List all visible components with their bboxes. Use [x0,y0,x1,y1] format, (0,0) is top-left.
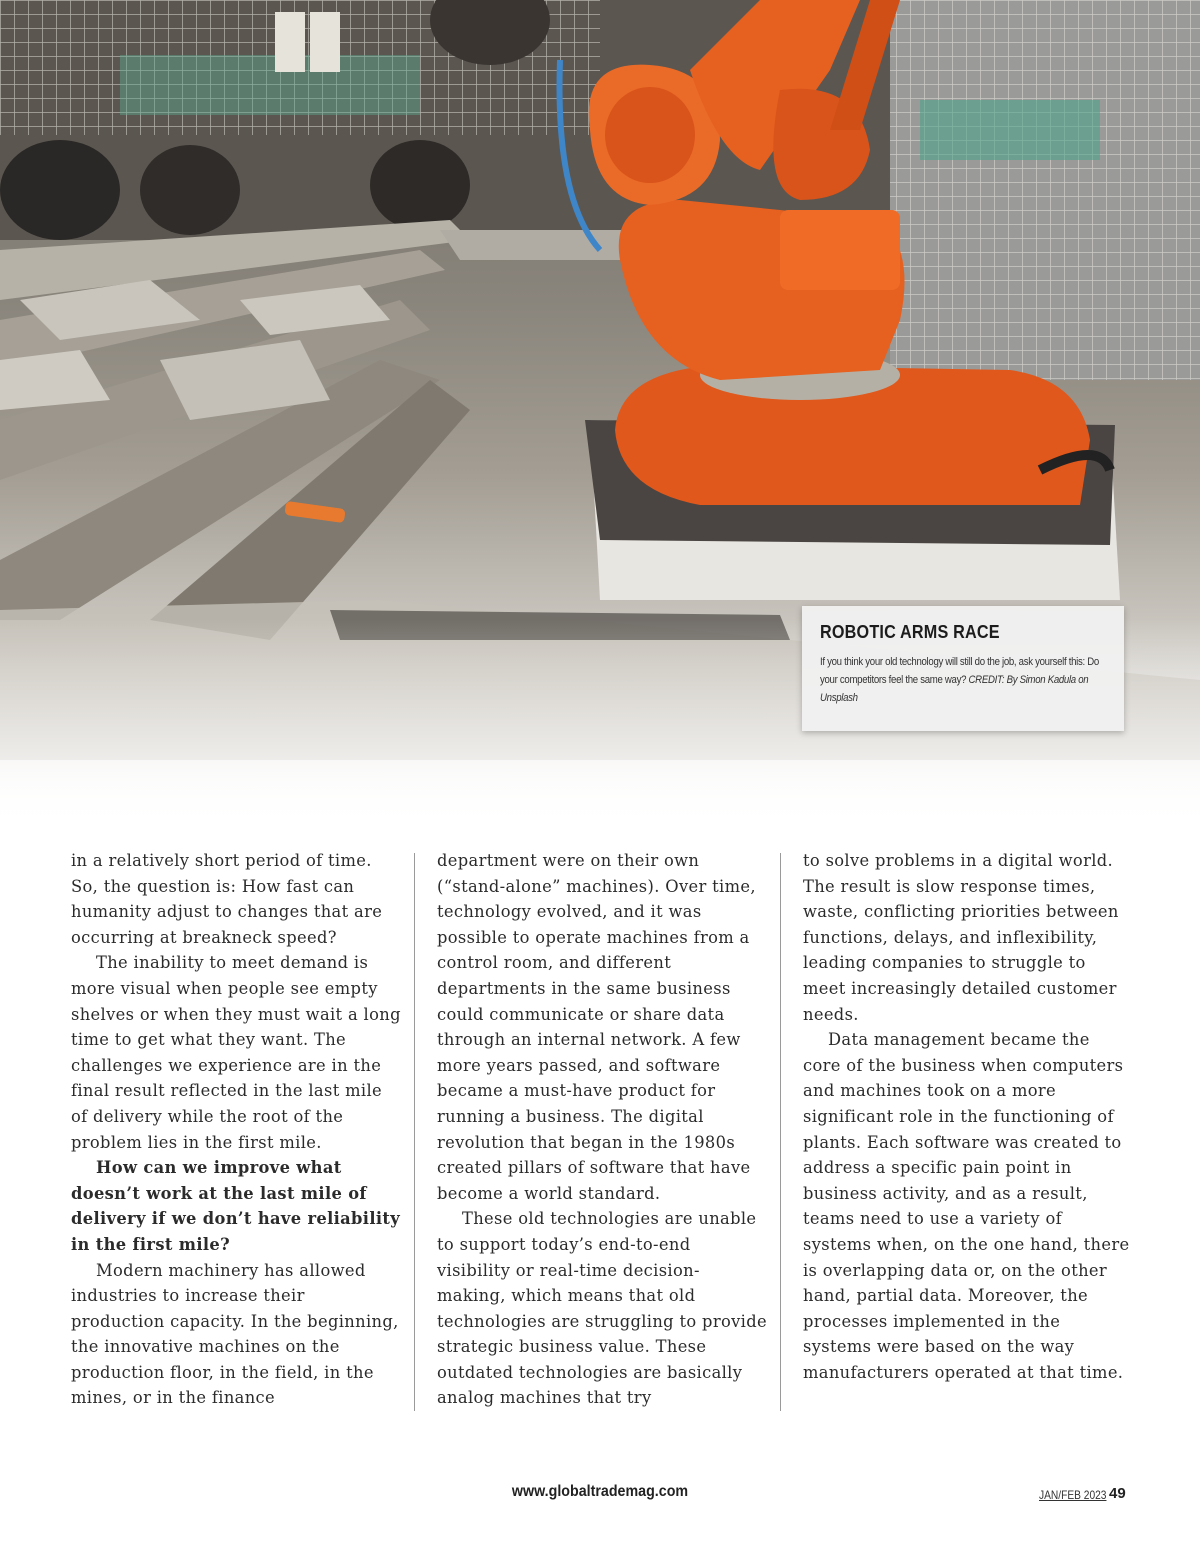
column-divider [414,853,415,1411]
article-column-3 [803,848,1133,1385]
paragraph: These old technologies are unable to support today’s end-to-end visibility or real-time decision-making, which means that old technologies are struggling to provide strategic business value. These outdated technologies are basically analog machines that try [437,1209,767,1408]
article-column-2 [437,848,767,1411]
article-column-1 [71,848,401,1411]
paragraph: The inability to meet demand is more visual when people see empty shelves or when they must wait a long time to get what they want. The challenges we experience are in the final result reflected in the last mile of delivery while the root of the problem lies in the first mile. [71,953,401,1152]
paragraph: to solve problems in a digital world. The result is slow response times, waste, conflicting priorities between functions, delays, and inflexibility, leading companies to struggle to meet increasingly detailed customer needs. [803,851,1119,1024]
footer-website-link[interactable]: www.globaltrademag.com [511,1483,689,1500]
footer-issue-date: JAN/FEB 2023 [1039,1488,1107,1502]
paragraph: Data management became the core of the business when computers and machines took on a more significant role in the functioning of plants. Each software was created to address a specific pain point in business activity, and as a result, teams need to use a variety of systems when, on the one hand, there is overlapping data or, on the other hand, partial data. Moreover, the processes implemented in the systems were based on the way manufacturers operated at that time. [803,1030,1130,1382]
caption-body: If you think your old technology will still do the job, ask yourself this: Do your competitors feel the same way? [820,656,1099,686]
paragraph: department were on their own (“stand-alone” machines). Over time, technology evolved, and it was possible to operate machines from a control room, and different departments in the same business could communicate or share data through an internal network. A few more years passed, and software became a must-have product for running a business. The digital revolution that began in the 1980s created pillars of software that have become a world standard. [437,851,756,1203]
caption-title: ROBOTIC ARMS RACE [820,622,1000,642]
photo-caption [802,606,1124,731]
paragraph: in a relatively short period of time. So, the question is: How fast can humanity adjust to changes that are occurring at breakneck speed? [71,851,383,947]
caption-text [820,653,1112,707]
page-number: 49 [1109,1485,1126,1502]
column-divider [780,853,781,1411]
pull-question: How can we improve what doesn’t work at the last mile of delivery if we don’t have reliability in the first mile? [71,1158,401,1254]
caption-credit: CREDIT: By Simon Kadula on Unsplash [820,674,1089,704]
paragraph: Modern machinery has allowed industries to increase their production capacity. In the beginning, the innovative machines on the production floor, in the field, in the mines, or in the finance [71,1260,399,1408]
